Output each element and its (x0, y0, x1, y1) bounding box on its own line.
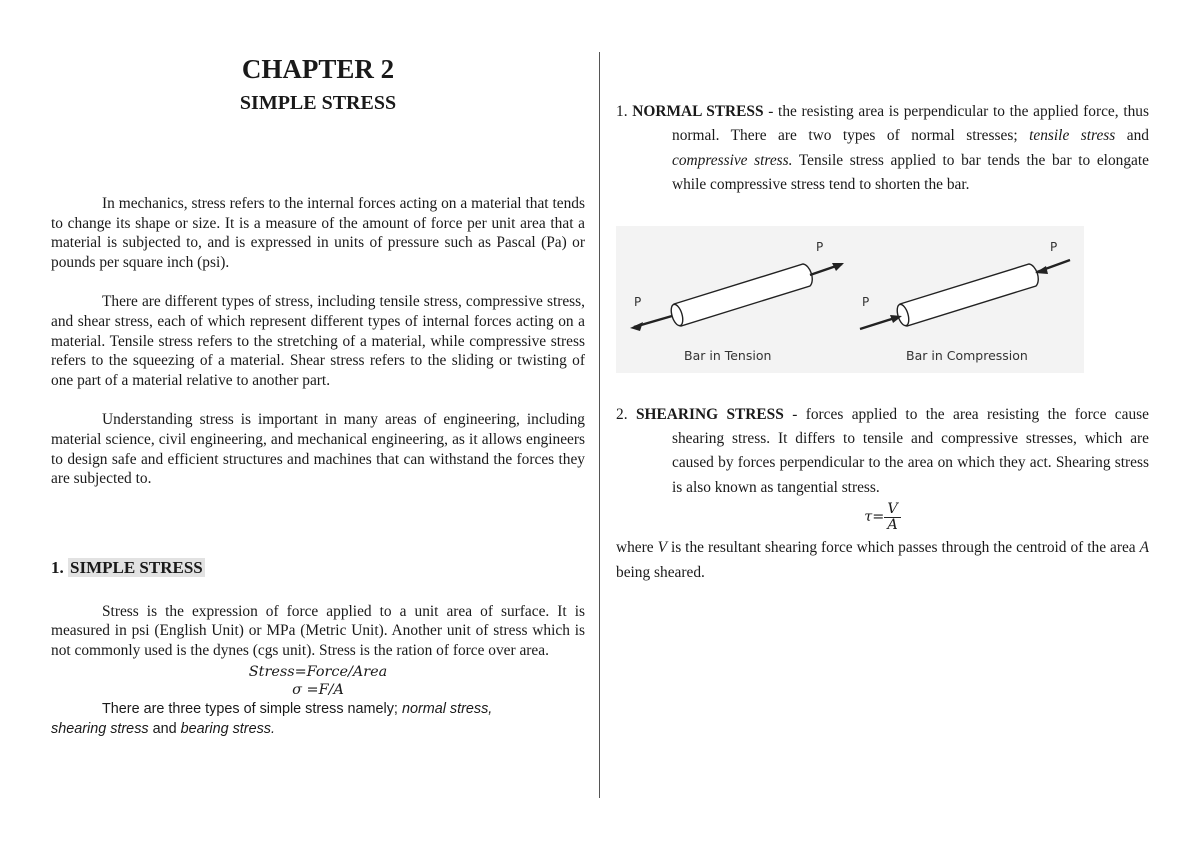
equations (51, 663, 585, 699)
shear-equation (616, 500, 1149, 534)
compression-force-label-left: P (862, 294, 870, 309)
where-a: where (616, 539, 658, 557)
where-clause (616, 536, 1149, 585)
shearing-stress-term: SHEARING STRESS (635, 405, 784, 423)
section-title: SIMPLE STRESS (70, 557, 203, 577)
stress-types-line-2 (51, 719, 585, 739)
intro-paragraph-2: There are different types of stress, including tensile stress, compressive stress, and shear stress, each of which represent different types of internal forces acting on a material. Tensile stress refers to the stretching of a material, while compressive stress refers to the squeezing of a material. Shear stress refers to the sliding or twisting of one part of a material relative to another part. (51, 293, 585, 389)
shearing-text: - forces applied to the area resisting the force cause shearing stress. It differs to tensile and compressive stresses, which are caused by forces perpendicular to the area on which they act. Shearing stress is also known as tangential stress. (672, 405, 1149, 496)
types-and: and (148, 720, 181, 737)
simple-stress-definition: Stress is the expression of force applied to a unit area of surface. It is measured in psi (English Unit) or MPa (Metric Unit). Another unit of stress which is not commonly used is the dynes (cgs unit). Stress is the ration of force over area. (51, 602, 585, 659)
column-divider (599, 52, 600, 798)
tension-force-label-right: P (816, 239, 824, 254)
left-column (51, 52, 585, 739)
tension-force-label-left: P (634, 294, 642, 309)
where-area-symbol: A (1139, 539, 1150, 557)
type-shearing: shearing stress (51, 720, 149, 737)
type-normal: normal stress, (401, 700, 493, 717)
stress-types-line (51, 699, 585, 719)
types-prefix: There are three types of simple stress namely; (102, 700, 402, 717)
section-number: 1. (51, 557, 64, 577)
intro-paragraph-3: Understanding stress is important in many areas of engineering, including material science, civil engineering, and mechanical engineering, as it allows engineers to design safe and efficient structures and machines that can withstand the forces they are subjected to. (51, 411, 585, 488)
intro-paragraph-1: In mechanics, stress refers to the internal forces acting on a material that tends to change its shape or size. It is a measure of the amount of force per unit area that a material is subjected to, and is expressed in units of pressure such as Pascal (Pa) or pounds per square inch (psi). (51, 195, 585, 271)
item-number-2: 2. (616, 405, 628, 423)
compression-bar (860, 260, 1070, 329)
bar-figure (616, 226, 1084, 373)
normal-stress-term: NORMAL STRESS (632, 103, 764, 120)
normal-stress-item (616, 100, 1149, 198)
where-c: being sheared. (616, 563, 705, 581)
shear-eq-lhs: τ= (864, 509, 885, 526)
shear-eq-denominator: A (887, 516, 898, 533)
section-heading (51, 556, 585, 580)
item-number-1: 1. (616, 103, 628, 120)
bar-diagram (616, 226, 1084, 373)
tension-bar (630, 263, 844, 331)
where-v: V (657, 539, 667, 557)
compressive-term: compressive stress. (672, 151, 793, 169)
normal-and: and (1115, 127, 1149, 145)
equation-stress: Stress=Force/Area (248, 663, 388, 680)
compression-force-label-right: P (1050, 239, 1058, 254)
shear-fraction (884, 502, 900, 533)
tension-caption: Bar in Tension (684, 347, 772, 363)
equation-sigma: σ =F/A (292, 681, 344, 698)
chapter-heading: CHAPTER 2 (241, 54, 395, 84)
normal-text-a: - the resisting area is perpendicular to the applied force, thus normal. There are two types of normal stresses; (672, 103, 1149, 145)
shearing-stress-item (616, 403, 1149, 501)
normal-text-b: Tensile stress applied to bar tends the bar to elongate while compressive stress tend to shorten the bar. (672, 151, 1149, 194)
compression-caption: Bar in Compression (906, 347, 1028, 363)
where-b: is the resultant shearing force which passes through the centroid of the area (666, 539, 1140, 557)
type-bearing: bearing stress. (180, 720, 275, 737)
shear-eq-numerator: V (884, 502, 900, 518)
right-column (616, 100, 1149, 585)
tensile-term: tensile stress (1029, 127, 1116, 145)
chapter-title: SIMPLE STRESS (239, 92, 397, 114)
